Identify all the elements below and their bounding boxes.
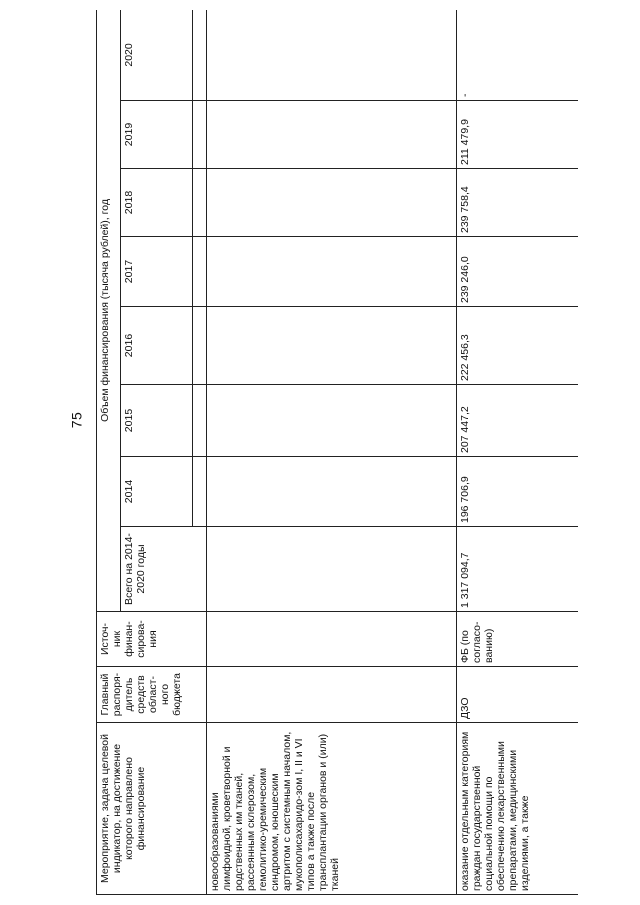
header-year-2016: 2016 xyxy=(121,307,193,385)
header-source: Источ-ник финан-сирова-ния xyxy=(97,612,207,667)
header-spacer xyxy=(193,385,207,457)
row-total: 1 317 094,7 xyxy=(457,527,579,612)
header-total: Всего на 2014-2020 годы xyxy=(121,527,207,612)
header-spacer xyxy=(193,10,207,101)
header-spacer xyxy=(193,457,207,527)
header-year-2019: 2019 xyxy=(121,101,193,169)
row-value-2016: 222 456,3 xyxy=(457,307,579,385)
header-manager: Главный распоря-дитель средств област-ного бюджета xyxy=(97,667,207,723)
row-manager: ДЗО xyxy=(457,667,579,723)
row-value-2019 xyxy=(207,101,457,169)
row-value-2015 xyxy=(207,385,457,457)
row-value-2014 xyxy=(207,457,457,527)
row-total xyxy=(207,527,457,612)
header-year-2018: 2018 xyxy=(121,169,193,237)
row-value-2020 xyxy=(207,10,457,101)
header-activity: Мероприятие, задача целевой индикатор, на достижение которого направлено финансирование xyxy=(97,723,207,895)
page-number: 75 xyxy=(68,411,85,429)
row-value-2019: 211 479,9 xyxy=(457,101,579,169)
header-year-2017: 2017 xyxy=(121,237,193,307)
table-row xyxy=(457,10,579,895)
header-spacer xyxy=(193,101,207,169)
row-value-2015: 207 447,2 xyxy=(457,385,579,457)
row-activity: оказание отдельным категориям граждан государственной социальной помощи по обеспечению лекарственными препаратами, медицинскими изделиями, а также xyxy=(457,723,579,895)
row-value-2016 xyxy=(207,307,457,385)
header-spacer xyxy=(193,169,207,237)
row-value-2020: - xyxy=(457,10,579,101)
row-activity: новообразованиями лимфоидной, кроветворной и родственных им тканей, рассеянным склерозом, гемолитико-уремическим синдромом, юношеским артритом с системным началом, мукополисахаридо-зом I, II и VI типов а также после трансплантации органов и (или) тканей xyxy=(207,723,457,895)
row-source: ФБ (по согласо-ванию) xyxy=(457,612,579,667)
funding-table-container xyxy=(96,10,578,895)
header-year-2020: 2020 xyxy=(121,10,193,101)
header-funding-group: Объем финансирования (тысяча рублей), год xyxy=(97,10,121,612)
row-manager xyxy=(207,667,457,723)
header-row-1 xyxy=(97,10,121,895)
row-value-2014: 196 706,9 xyxy=(457,457,579,527)
header-spacer xyxy=(193,307,207,385)
row-value-2018 xyxy=(207,169,457,237)
row-value-2017: 239 246,0 xyxy=(457,237,579,307)
row-source xyxy=(207,612,457,667)
row-value-2018: 239 758,4 xyxy=(457,169,579,237)
header-spacer xyxy=(193,237,207,307)
table-row xyxy=(207,10,457,895)
row-value-2017 xyxy=(207,237,457,307)
header-year-2014: 2014 xyxy=(121,457,193,527)
header-year-2015: 2015 xyxy=(121,385,193,457)
rotated-table-frame xyxy=(96,10,578,895)
funding-table xyxy=(96,10,578,895)
